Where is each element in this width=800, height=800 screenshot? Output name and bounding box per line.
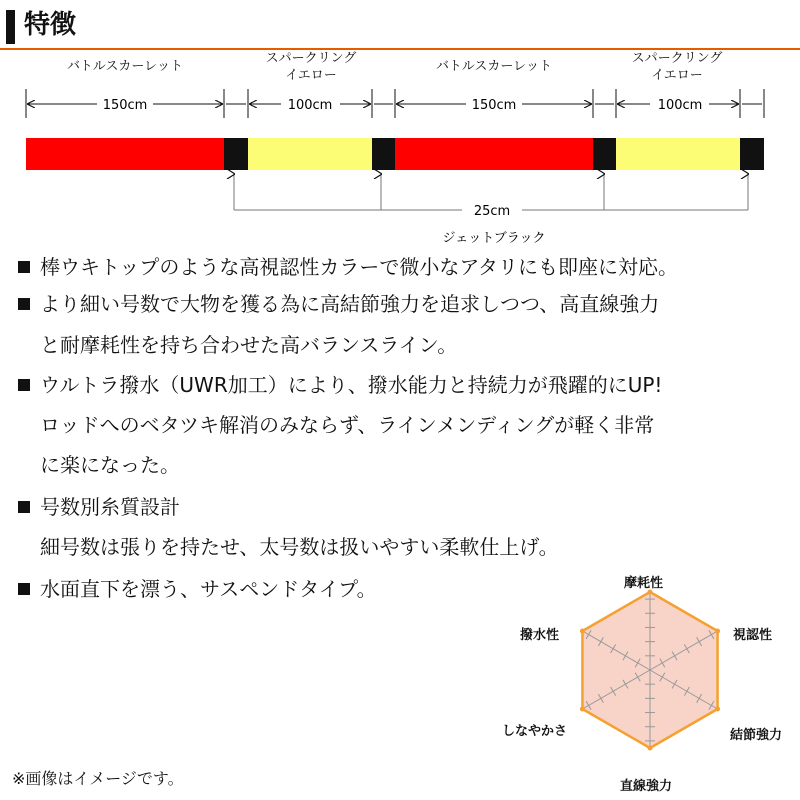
radar-label-visibility: 視認性 — [733, 628, 773, 643]
dim-label-100cm-2: 100cm — [657, 98, 703, 113]
segment-label-line: イエロー — [651, 68, 703, 83]
feature-text: 号数別糸質設計 — [40, 495, 180, 519]
segment-label-sparkling-yellow-2 — [616, 50, 738, 84]
dim-label-100cm-1: 100cm — [287, 98, 333, 113]
radar-vertex-point — [715, 707, 720, 712]
radar-label-straight-strength: 直線強力 — [620, 779, 673, 794]
feature-text: より細い号数で大物を獲る為に高結節強力を追求しつつ、高直線強力 — [40, 292, 660, 316]
dim-label-25cm: 25cm — [473, 204, 511, 219]
bullet-square-icon — [18, 261, 30, 273]
page-title: 特徴 — [24, 10, 77, 40]
bullet-square-icon — [18, 298, 30, 310]
feature-text: 棒ウキトップのような高視認性カラーで微小なアタリにも即座に対応。 — [40, 255, 678, 279]
segment-label-battle-scarlet-1: バトルスカーレット — [67, 59, 183, 74]
bullet-square-icon — [18, 379, 30, 391]
segment-label-line: スパークリング — [631, 51, 723, 66]
radar-vertex-point — [648, 746, 653, 751]
feature-item — [18, 290, 659, 318]
feature-item — [18, 253, 678, 281]
feature-text-continued: 細号数は張りを持たせ、太号数は扱いやすい柔軟仕上げ。 — [40, 535, 559, 559]
dim-label-150cm-2: 150cm — [471, 98, 517, 113]
radar-vertex-point — [580, 629, 585, 634]
bullet-square-icon — [18, 501, 30, 513]
segment-black-4 — [740, 138, 764, 170]
segment-red-2 — [395, 138, 593, 170]
segment-black-2 — [372, 138, 395, 170]
segment-black-1 — [224, 138, 248, 170]
radar-vertex-point — [580, 707, 585, 712]
segment-label-line: スパークリング — [265, 51, 357, 66]
segment-label-sparkling-yellow-1 — [250, 50, 372, 84]
radar-vertex-point — [715, 629, 720, 634]
title-accent-bar — [6, 10, 15, 44]
bullet-square-icon — [18, 583, 30, 595]
feature-item — [18, 493, 180, 521]
dim-label-150cm-1: 150cm — [102, 98, 148, 113]
feature-text-continued: に楽になった。 — [40, 453, 180, 477]
jet-black-label: ジェットブラック — [442, 231, 546, 246]
line-color-diagram — [0, 80, 800, 250]
feature-item — [18, 371, 662, 399]
radar-label-abrasion: 摩耗性 — [624, 576, 664, 591]
feature-text-continued: ロッドへのベタツキ解消のみならず、ラインメンディングが軽く非常 — [40, 413, 655, 437]
feature-text-continued: と耐摩耗性を持ち合わせた高バランスライン。 — [40, 333, 458, 357]
performance-radar-chart — [500, 560, 800, 800]
segment-red-1 — [26, 138, 224, 170]
segment-label-line: イエロー — [285, 68, 337, 83]
image-disclaimer: ※画像はイメージです。 — [12, 769, 184, 788]
radar-label-water-repellency: 撥水性 — [520, 628, 560, 643]
segment-yellow-1 — [248, 138, 372, 170]
radar-label-flexibility: しなやかさ — [502, 724, 568, 739]
segment-black-3 — [593, 138, 616, 170]
feature-text: ウルトラ撥水（UWR加工）により、撥水能力と持続力が飛躍的にUP! — [40, 373, 663, 397]
segment-label-battle-scarlet-2: バトルスカーレット — [436, 59, 552, 74]
segment-yellow-2 — [616, 138, 740, 170]
feature-text: 水面直下を漂う、サスペンドタイプ。 — [40, 577, 377, 601]
feature-item — [18, 575, 377, 603]
radar-label-knot-strength: 結節強力 — [730, 728, 783, 743]
